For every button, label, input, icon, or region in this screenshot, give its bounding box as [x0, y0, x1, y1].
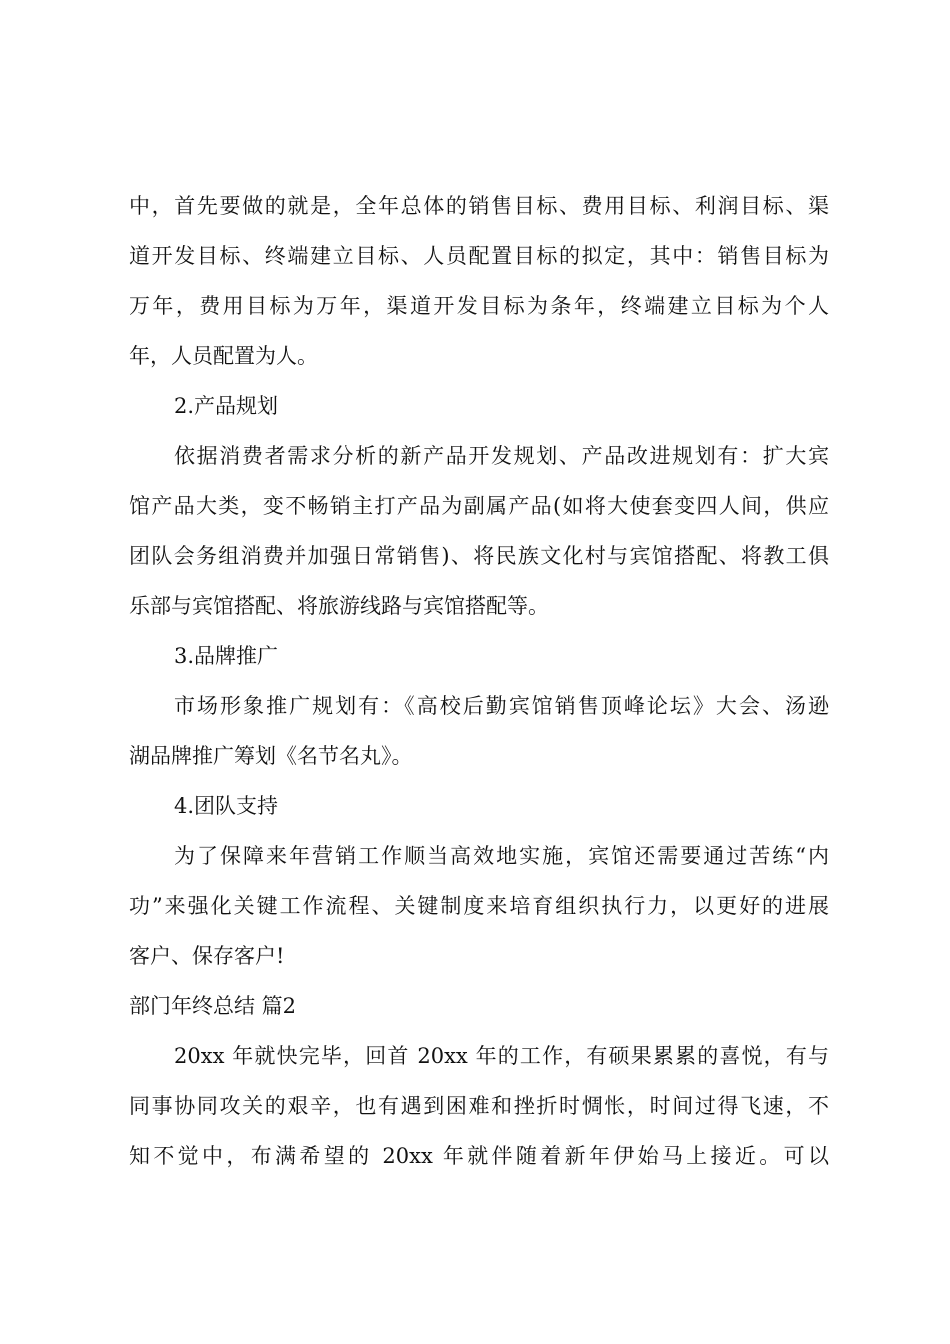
heading-product-planning: 2.产品规划	[174, 394, 279, 418]
paragraph-2-line-4: 乐部与宾馆搭配、将旅游线路与宾馆搭配等。	[129, 594, 549, 618]
paragraph-1-line-1: 中，首先要做的就是，全年总体的销售目标、费用目标、利润目标、渠	[129, 194, 829, 218]
heading-team-support: 4.团队支持	[174, 794, 279, 818]
paragraph-1-line-2: 道开发目标、终端建立目标、人员配置目标的拟定，其中：销售目标为	[129, 244, 829, 268]
paragraph-1-line-3: 万年，费用目标为万年，渠道开发目标为条年，终端建立目标为个人	[129, 294, 829, 318]
paragraph-4-line-2: 功”来强化关键工作流程、关键制度来培育组织执行力，以更好的进展	[129, 894, 829, 918]
paragraph-2-line-2: 馆产品大类，变不畅销主打产品为副属产品(如将大使套变四人间，供应	[129, 494, 829, 518]
paragraph-4-line-1: 为了保障来年营销工作顺当高效地实施，宾馆还需要通过苦练“内	[174, 844, 829, 868]
paragraph-2-line-3: 团队会务组消费并加强日常销售)、将民族文化村与宾馆搭配、将教工俱	[129, 544, 829, 568]
paragraph-1-line-4: 年，人员配置为人。	[129, 344, 318, 368]
paragraph-3-line-1: 市场形象推广规划有：《高校后勤宾馆销售顶峰论坛》大会、汤逊	[174, 694, 829, 718]
section-title-part-2: 部门年终总结 篇2	[129, 994, 297, 1018]
paragraph-5-line-3: 知不觉中，布满希望的 20xx 年就伴随着新年伊始马上接近。可以	[129, 1144, 829, 1168]
paragraph-2-line-1: 依据消费者需求分析的新产品开发规划、产品改进规划有：扩大宾	[174, 444, 829, 468]
paragraph-4-line-3: 客户、保存客户!	[129, 944, 285, 968]
heading-brand-promotion: 3.品牌推广	[174, 644, 279, 668]
paragraph-3-line-2: 湖品牌推广筹划《名节名丸》。	[129, 744, 413, 768]
paragraph-5-line-2: 同事协同攻关的艰辛，也有遇到困难和挫折时惆怅，时间过得飞速，不	[129, 1094, 829, 1118]
paragraph-5-line-1: 20xx 年就快完毕，回首 20xx 年的工作，有硕果累累的喜悦，有与	[174, 1044, 829, 1068]
